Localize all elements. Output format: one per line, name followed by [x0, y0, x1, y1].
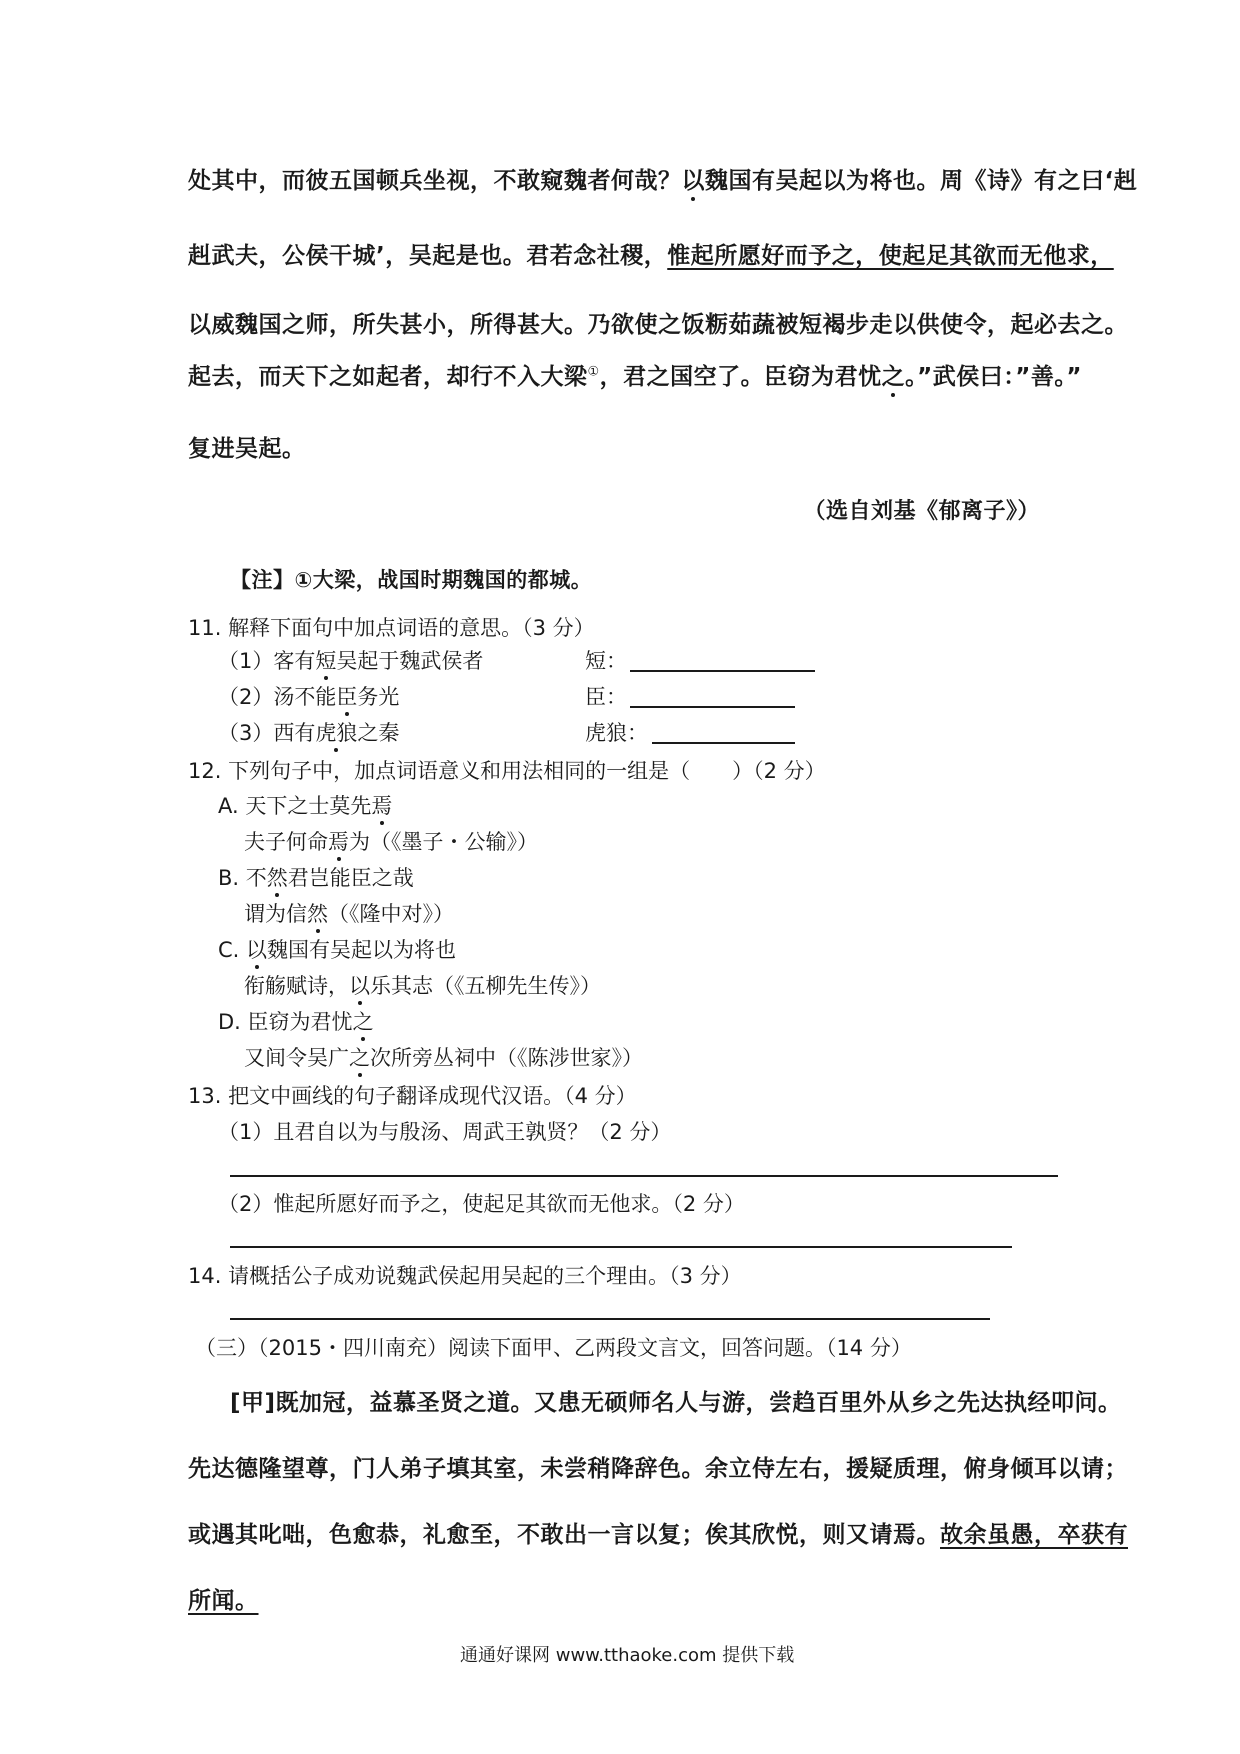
- dotted-word: 然: [266, 866, 288, 890]
- passage1-line4: 起去，而天下之如起者，却行不入大梁①，君之国空了。臣窃为君忧之。”武侯曰：”善。”: [188, 364, 1083, 390]
- dotted-word: 以: [246, 938, 268, 962]
- passage2-line2: 先达德隆望尊，门人弟子填其室，未尝稍降辞色。余立侍左右，援疑质理，俯身倾耳以请；: [188, 1456, 1128, 1482]
- dotted-word: 焉: [328, 830, 349, 854]
- passage1-note: 【注】①大梁，战国时期魏国的都城。: [230, 568, 593, 592]
- underlined-sentence: 所闻。: [188, 1588, 259, 1614]
- q11-answer-blank-2[interactable]: [630, 706, 795, 708]
- dotted-word: 之: [349, 1046, 370, 1070]
- page-footer[interactable]: 通通好课网 www.tthaoke.com 提供下载: [460, 1645, 795, 1666]
- q13-sentence-1: （1）且君自以为与殷汤、周武王孰贤？（2 分）: [218, 1120, 672, 1144]
- dotted-word: 之: [352, 1010, 374, 1034]
- q11-item-2: （2）汤不能臣务光: [218, 685, 400, 709]
- footnote-mark: ①: [587, 364, 600, 380]
- q12-title: 12. 下列句子中，加点词语意义和用法相同的一组是（ ）（2 分）: [188, 759, 826, 783]
- q12-option-b2: 谓为信然（《隆中对》）: [244, 902, 454, 926]
- q12-option-b1: B. 不然君岂能臣之哉: [218, 866, 414, 890]
- dotted-word: 然: [307, 902, 328, 926]
- q11-label-3: 虎狼：: [585, 721, 648, 745]
- passage1-line1: 处其中，而彼五国顿兵坐视，不敢窥魏者何哉？以魏国有吴起以为将也。周《诗》有之曰‘赳: [188, 168, 1138, 194]
- q13-title: 13. 把文中画线的句子翻译成现代汉语。（4 分）: [188, 1084, 637, 1108]
- dotted-word: 之: [881, 364, 906, 390]
- q12-option-d1: D. 臣窃为君忧之: [218, 1010, 374, 1034]
- dotted-word: 以: [349, 974, 370, 998]
- q11-item-3: （3）西有虎狼之秦: [218, 721, 400, 745]
- passage1-source: （选自刘基《郁离子》）: [803, 499, 1040, 524]
- passage1-line3: 以威魏国之师，所失甚小，所得甚大。乃欲使之饭粝茹蔬被短褐步走以供使令，起必去之。: [188, 312, 1128, 338]
- q13-answer-line-1[interactable]: [230, 1175, 1058, 1177]
- underlined-sentence: 故余虽愚，卒获有: [940, 1522, 1128, 1548]
- passage1-line2: 赳武夫，公侯干城’，吴起是也。君若念社稷，惟起所愿好而予之，使起足其欲而无他求，: [188, 243, 1114, 269]
- q12-option-c1: C. 以魏国有吴起以为将也: [218, 938, 457, 962]
- passage2-line1: [甲]既加冠，益慕圣贤之道。又患无硕师名人与游，尝趋百里外从乡之先达执经叩问。: [230, 1390, 1122, 1416]
- dotted-word: 短: [315, 649, 337, 673]
- q11-label-1: 短：: [585, 649, 627, 673]
- q12-option-a1: A. 天下之士莫先焉: [218, 794, 393, 818]
- underlined-sentence: 惟起所愿好而予之，使起足其欲而无他求，: [667, 243, 1114, 269]
- dotted-word: 臣: [336, 685, 358, 709]
- q11-title: 11. 解释下面句中加点词语的意思。（3 分）: [188, 616, 595, 640]
- dotted-word: 焉: [371, 794, 393, 818]
- q13-sentence-2: （2）惟起所愿好而予之，使起足其欲而无他求。（2 分）: [218, 1192, 745, 1216]
- q11-answer-blank-3[interactable]: [652, 742, 795, 744]
- dotted-word: 以: [681, 168, 705, 194]
- q11-label-2: 臣：: [585, 685, 627, 709]
- q13-answer-line-2[interactable]: [230, 1246, 1012, 1248]
- q12-option-a2: 夫子何命焉为（《墨子・公输》）: [244, 830, 538, 854]
- dotted-word: 虎狼: [315, 721, 358, 745]
- q11-answer-blank-1[interactable]: [630, 670, 815, 672]
- q14-title: 14. 请概括公子成劝说魏武侯起用吴起的三个理由。（3 分）: [188, 1264, 742, 1288]
- passage2-line4: [188, 1582, 285, 1615]
- q12-option-c2: 衔觞赋诗，以乐其志（《五柳先生传》）: [244, 974, 601, 998]
- q11-item-1: （1）客有短吴起于魏武侯者: [218, 649, 484, 673]
- passage2-line3: 或遇其叱咄，色愈恭，礼愈至，不敢出一言以复；俟其欣悦，则又请焉。故余虽愚，卒获有: [188, 1522, 1128, 1548]
- section3-title: （三）（2015・四川南充）阅读下面甲、乙两段文言文，回答问题。（14 分）: [195, 1336, 912, 1360]
- q14-answer-line[interactable]: [230, 1318, 990, 1320]
- passage1-line5: 复进吴起。: [188, 436, 306, 462]
- q12-option-d2: 又间令吴广之次所旁丛祠中（《陈涉世家》）: [244, 1046, 643, 1070]
